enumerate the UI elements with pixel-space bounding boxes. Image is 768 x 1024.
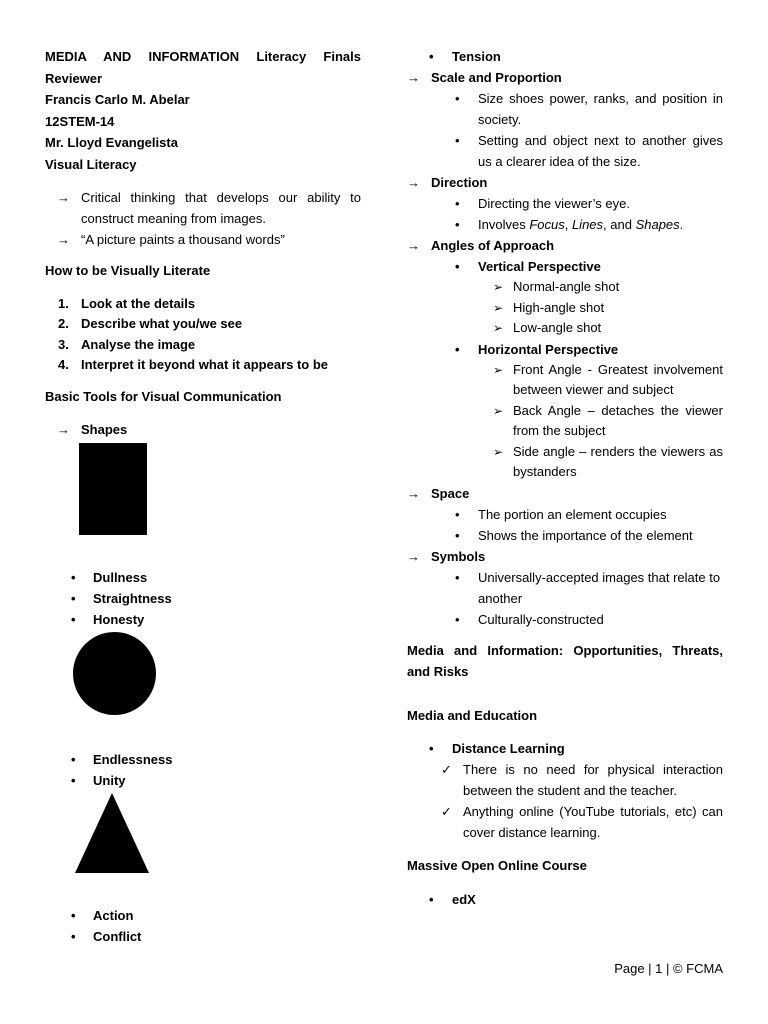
list-number: 1. [58,295,69,311]
bullet-icon: • [455,259,460,274]
space-item [395,483,723,504]
list-item [407,318,723,339]
list-item [407,759,723,801]
education-heading: Media and Education [407,707,538,723]
list-item [45,926,361,947]
list-item [407,88,723,130]
arrow-icon: → [407,175,420,190]
list-item [407,889,723,910]
topic-heading: Visual Literacy [45,156,137,172]
education-text: There is no need for physical interaction between the student and the teacher. [463,762,723,798]
list-item [45,314,361,335]
list-item [407,277,723,298]
document-title-line2: Reviewer [45,70,103,86]
bullet-icon: • [429,891,434,907]
list-item [407,46,723,67]
angle-text: Side angle – renders the viewers as bystanders [513,443,723,479]
text-fragment: . [679,217,684,232]
trait-text: Action [93,908,134,923]
list-item [407,609,723,630]
bullet-icon: • [71,929,76,944]
angles-label: Angles of Approach [431,238,555,253]
bullet-icon: • [455,611,460,627]
list-item [407,193,723,214]
shapes-item [45,419,361,440]
sub-arrow-icon: ➢ [493,444,504,459]
sub-arrow-icon: ➢ [493,321,504,335]
mooc-item-text: edX [452,891,476,907]
right-column [407,46,723,910]
list-item [407,298,723,319]
list-number: 2. [58,316,69,331]
scale-text: Size shoes power, ranks, and position in society. [478,91,723,127]
text-fragment: Focus [529,217,565,232]
bullet-icon: • [455,506,460,522]
direction-item [395,172,723,193]
sub-arrow-icon: ➢ [493,300,504,315]
list-item [45,588,361,609]
symbols-text: Culturally-constructed [478,611,604,627]
direction-text: Directing the viewer’s eye. [478,196,630,211]
angle-text: Low-angle shot [513,320,602,335]
bullet-icon: • [429,741,434,756]
list-text: Look at the details [81,295,196,311]
arrow-icon: → [407,70,420,85]
trait-text: Endlessness [93,752,173,767]
sub-arrow-icon: ➢ [493,362,504,377]
text-fragment: , and [603,217,636,232]
shapes-label: Shapes [81,422,128,437]
bullet-icon: • [455,569,460,585]
scale-text: Setting and object next to another gives us a clearer idea of the size. [478,133,723,169]
space-text: The portion an element occupies [478,506,667,522]
education-text: Anything online (YouTube tutorials, etc) can cover distance learning. [463,804,723,840]
tools-heading: Basic Tools for Visual Communication [45,388,282,404]
list-item [407,525,723,546]
bullet-icon: • [455,133,460,148]
bullet-icon: • [71,752,76,767]
arrow-icon: → [57,422,70,437]
intro-item [45,229,361,250]
bullet-icon: • [455,341,460,357]
direction-text [478,214,723,235]
list-item [45,749,361,770]
arrow-icon: → [57,232,70,247]
sub-arrow-icon: ➢ [493,403,504,418]
list-item [407,442,723,483]
scale-label: Scale and Proportion [431,70,562,85]
left-column [45,46,361,947]
arrow-icon: → [57,190,70,205]
check-icon: ✓ [441,762,452,777]
list-text: Describe what you/we see [81,316,243,331]
bullet-icon: • [455,196,460,211]
angle-text: Normal-angle shot [513,279,620,294]
teacher-name: Mr. Lloyd Evangelista [45,135,178,150]
list-item [407,738,723,759]
bullet-icon: • [71,773,76,788]
bullet-icon: • [455,527,460,543]
trait-text: Honesty [93,612,145,627]
mooc-heading: Massive Open Online Course [407,858,587,873]
page-footer: Page | 1 | © FCMA [614,961,723,976]
bullet-icon: • [71,908,76,923]
list-item [407,130,723,172]
list-item [45,567,361,588]
list-item [45,335,361,356]
list-item [407,504,723,525]
bullet-icon: • [71,570,76,585]
horizontal-label: Horizontal Perspective [478,341,619,357]
text-fragment: , [564,217,572,232]
arrow-icon: → [407,485,420,501]
direction-label: Direction [431,175,488,190]
trait-text: Dullness [93,570,148,585]
bullet-icon: • [455,91,460,106]
triangle-shape [75,793,149,873]
list-number: 3. [58,336,69,352]
list-item [45,770,361,791]
list-item [407,214,723,235]
intro-text: Critical thinking that develops our ability to construct meaning from images. [81,190,361,226]
list-item [407,256,723,277]
list-item [45,609,361,630]
list-item [407,567,723,609]
scale-item [395,67,723,88]
check-icon: ✓ [441,804,452,819]
education-item-text: Distance Learning [452,741,565,756]
vertical-label: Vertical Perspective [478,259,601,274]
circle-shape [73,632,156,715]
class-section: 12STEM-14 [45,113,115,129]
how-to-heading: How to be Visually Literate [45,263,211,278]
symbols-item [395,546,723,567]
bullet-icon: • [71,591,76,606]
list-item [45,355,361,376]
angle-text: High-angle shot [513,299,605,315]
bullet-icon: • [455,217,460,232]
intro-item [45,187,361,229]
list-item [407,339,723,360]
list-text: Interpret it beyond what it appears to be [81,357,329,372]
text-fragment: Involves [478,217,530,232]
media-heading: Media and Information: Opportunities, Threats, and Risks [407,642,723,679]
trait-text: Straightness [93,591,172,606]
symbols-label: Symbols [431,548,486,564]
space-text: Shows the importance of the element [478,527,693,543]
sub-arrow-icon: ➢ [493,280,504,294]
arrow-icon: → [407,548,420,564]
trait-text: Unity [93,773,126,788]
arrow-icon: → [407,238,420,253]
angles-item [395,235,723,256]
list-number: 4. [58,357,69,372]
text-fragment: Shapes [635,217,680,232]
list-item [45,905,361,926]
space-label: Space [431,485,470,501]
document-title-line1: MEDIA AND INFORMATION Literacy Finals [45,49,361,64]
trait-text: Conflict [93,929,142,944]
angle-text: Back Angle – detaches the viewer from the subject [513,402,723,438]
list-item [407,801,723,843]
symbols-text: Universally-accepted images that relate to another [478,569,721,606]
author-name: Francis Carlo M. Abelar [45,92,190,107]
tension-label: Tension [452,49,501,64]
bullet-icon: • [71,612,76,627]
bullet-icon: • [429,49,434,64]
list-item [407,360,723,401]
list-text: Analyse the image [81,336,196,352]
list-item [45,294,361,315]
intro-text: “A picture paints a thousand words” [81,232,285,247]
angle-text: Front Angle - Greatest involvement between viewer and subject [513,361,723,397]
list-item [407,401,723,442]
text-fragment: Lines [571,217,604,232]
rectangle-shape [79,443,147,535]
